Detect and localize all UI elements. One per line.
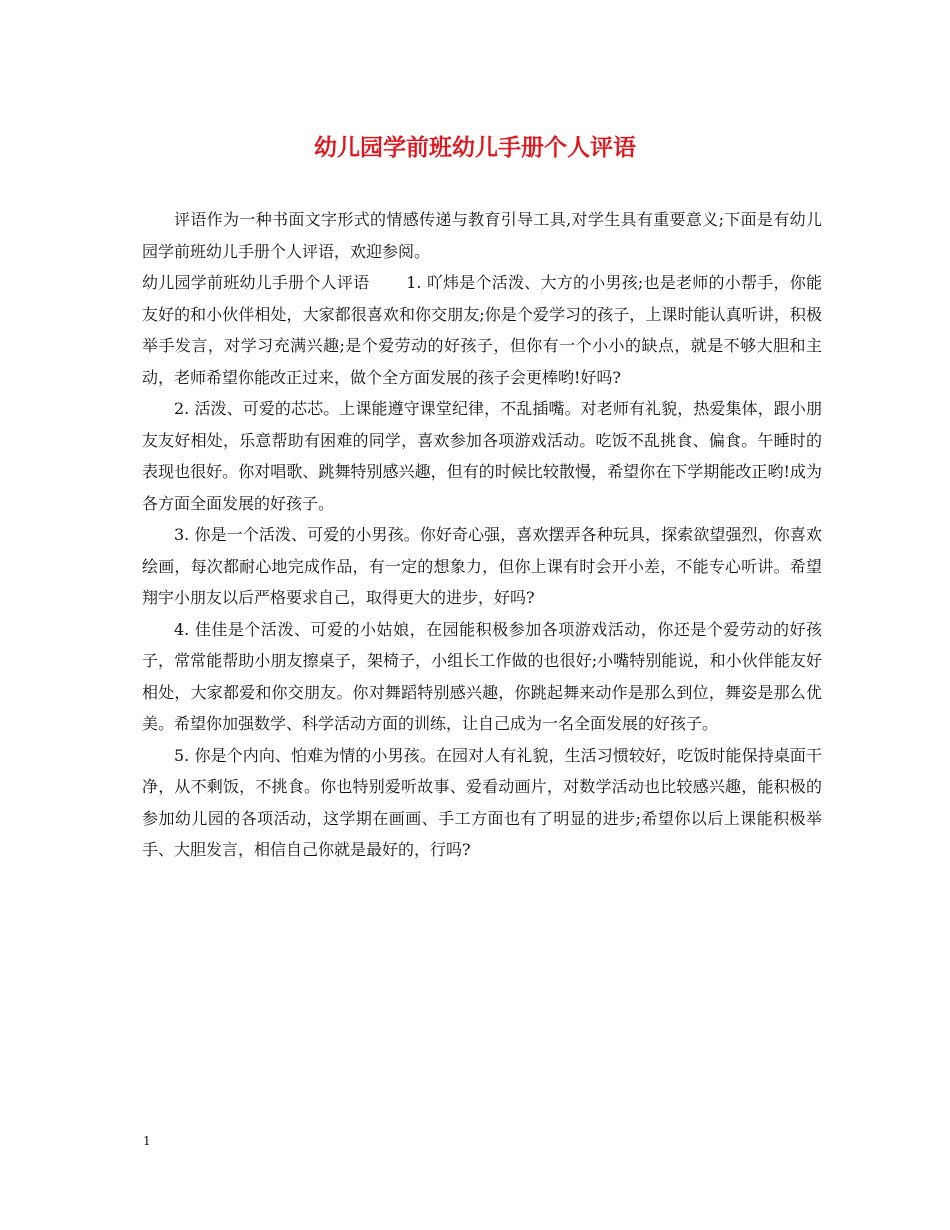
comment-text-1: 1. 吖炜是个活泼、大方的小男孩;也是老师的小帮手，你能友好的和小伙伴相处，大家都很喜欢和你交朋友;你是个爱学习的孩子，上课时能认真听讲，积极举手发言，对学习充满兴趣;是个爱劳动的好孩子，但你有一个小小的缺点，就是不够大胆和主动，老师希望你能改正过来，做个全方面发展的孩子会更棒哟!好吗? — [142, 273, 822, 387]
document-title: 幼儿园学前班幼儿手册个人评语 — [314, 134, 636, 161]
document-body — [142, 204, 822, 866]
comment-paragraph-4: 4. 佳佳是个活泼、可爱的小姑娘，在园能积极参加各项游戏活动，你还是个爱劳动的好孩子，常常能帮助小朋友擦桌子，架椅子，小组长工作做的也很好;小嘴特别能说，和小伙伴能友好相处，大家都爱和你交朋友。你对舞蹈特别感兴趣，你跳起舞来动作是那么到位，舞姿是那么优美。希望你加强数学、科学活动方面的训练，让自己成为一名全面发展的好孩子。 — [142, 619, 822, 733]
page-number: 1 — [143, 1134, 151, 1148]
intro-paragraph: 评语作为一种书面文字形式的情感传递与教育引导工具,对学生具有重要意义;下面是有幼儿园学前班幼儿手册个人评语，欢迎参阅。 — [142, 210, 822, 261]
comment-paragraph-1 — [142, 267, 822, 393]
comment-paragraph-3: 3. 你是一个活泼、可爱的小男孩。你好奇心强，喜欢摆弄各种玩具，探索欲望强烈，你喜欢绘画，每次都耐心地完成作品，有一定的想象力，但你上课有时会开小差，不能专心听讲。希望翔宇小朋友以后严格要求自己，取得更大的进步，好吗? — [142, 525, 822, 607]
section-heading: 幼儿园学前班幼儿手册个人评语 — [142, 273, 370, 292]
comment-paragraph-2: 2. 活泼、可爱的芯芯。上课能遵守课堂纪律，不乱插嘴。对老师有礼貌，热爱集体，跟小朋友友好相处，乐意帮助有困难的同学，喜欢参加各项游戏活动。吃饭不乱挑食、偏食。午睡时的表现也很好。你对唱歌、跳舞特别感兴趣，但有的时候比较散慢，希望你在下学期能改正哟!成为各方面全面发展的好孩子。 — [142, 399, 822, 513]
comment-paragraph-5: 5. 你是个内向、怕难为情的小男孩。在园对人有礼貌，生活习惯较好，吃饭时能保持桌面干净，从不剩饭，不挑食。你也特别爱听故事、爱看动画片，对数学活动也比较感兴趣，能积极的参加幼儿园的各项活动，这学期在画画、手工方面也有了明显的进步;希望你以后上课能积极举手、大胆发言，相信自己你就是最好的，行吗? — [142, 745, 822, 859]
